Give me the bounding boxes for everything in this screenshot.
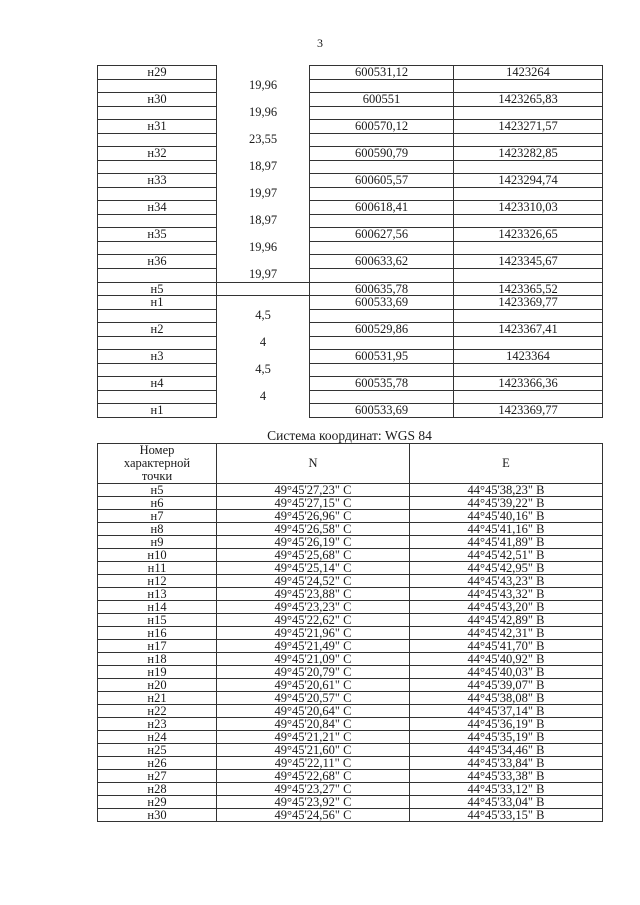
longitude-cell: 44°45'40,92" В — [410, 653, 603, 666]
point-number-cell: н1 — [98, 404, 217, 418]
table-row — [98, 705, 603, 718]
segment-cell — [217, 323, 310, 337]
longitude-cell: 44°45'36,19" В — [410, 718, 603, 731]
longitude-cell: 44°45'42,95" В — [410, 562, 603, 575]
point-number-cell: н6 — [98, 497, 217, 510]
point-number-cell: н8 — [98, 523, 217, 536]
latitude-cell: 49°45'21,21" С — [217, 731, 410, 744]
point-number-cell: н3 — [98, 350, 217, 364]
latitude-cell: 49°45'23,23" С — [217, 601, 410, 614]
point-number-cell: н7 — [98, 510, 217, 523]
empty-cell — [98, 268, 217, 282]
segment-length-cell: 4 — [217, 336, 310, 350]
y-coordinate-cell: 1423364 — [454, 350, 603, 364]
empty-cell — [98, 160, 217, 174]
segment-cell — [217, 255, 310, 269]
longitude-cell: 44°45'42,31" В — [410, 627, 603, 640]
segment-length-cell: 18,97 — [217, 214, 310, 228]
table-row — [98, 588, 603, 601]
table-row — [98, 549, 603, 562]
table-row — [98, 309, 603, 323]
table-row — [98, 160, 603, 174]
empty-cell — [98, 390, 217, 404]
longitude-cell: 44°45'33,15" В — [410, 809, 603, 822]
longitude-cell: 44°45'38,23" В — [410, 484, 603, 497]
latitude-cell: 49°45'22,62" С — [217, 614, 410, 627]
y-coordinate-cell: 1423365,52 — [454, 282, 603, 296]
latitude-cell: 49°45'20,57" С — [217, 692, 410, 705]
point-number-cell: н16 — [98, 627, 217, 640]
longitude-cell: 44°45'41,16" В — [410, 523, 603, 536]
table-row — [98, 201, 603, 215]
segment-cell — [217, 350, 310, 364]
table-row — [98, 666, 603, 679]
point-number-cell: н12 — [98, 575, 217, 588]
empty-cell — [454, 160, 603, 174]
latitude-cell: 49°45'20,79" С — [217, 666, 410, 679]
segment-cell — [217, 228, 310, 242]
empty-cell — [310, 390, 454, 404]
y-coordinate-cell: 1423326,65 — [454, 228, 603, 242]
table-row — [98, 323, 603, 337]
point-number-cell: н29 — [98, 796, 217, 809]
longitude-cell: 44°45'41,89" В — [410, 536, 603, 549]
empty-cell — [98, 214, 217, 228]
empty-cell — [454, 241, 603, 255]
latitude-cell: 49°45'21,96" С — [217, 627, 410, 640]
table-row — [98, 510, 603, 523]
latitude-cell: 49°45'20,61" С — [217, 679, 410, 692]
longitude-header: E — [410, 444, 603, 484]
point-number-cell: н36 — [98, 255, 217, 269]
x-coordinate-cell: 600605,57 — [310, 174, 454, 188]
point-number-cell: н4 — [98, 377, 217, 391]
table-row — [98, 282, 603, 296]
y-coordinate-cell: 1423369,77 — [454, 404, 603, 418]
latitude-cell: 49°45'26,96" С — [217, 510, 410, 523]
empty-cell — [310, 133, 454, 147]
empty-cell — [310, 106, 454, 120]
latitude-cell: 49°45'23,27" С — [217, 783, 410, 796]
x-coordinate-cell: 600533,69 — [310, 404, 454, 418]
empty-cell — [98, 363, 217, 377]
empty-cell — [310, 241, 454, 255]
empty-cell — [310, 309, 454, 323]
point-number-cell: н30 — [98, 93, 217, 107]
point-number-cell: н21 — [98, 692, 217, 705]
segment-length-cell: 19,96 — [217, 79, 310, 93]
point-number-cell: н9 — [98, 536, 217, 549]
table-row — [98, 377, 603, 391]
table-row — [98, 718, 603, 731]
table-row — [98, 214, 603, 228]
point-number-header-line: характерной — [123, 456, 191, 471]
x-coordinate-cell: 600535,78 — [310, 377, 454, 391]
y-coordinate-cell: 1423294,74 — [454, 174, 603, 188]
empty-cell — [98, 187, 217, 201]
segment-cell — [217, 174, 310, 188]
point-number-cell: н10 — [98, 549, 217, 562]
empty-cell — [98, 309, 217, 323]
point-number-cell: н11 — [98, 562, 217, 575]
longitude-cell: 44°45'43,23" В — [410, 575, 603, 588]
point-number-cell: н20 — [98, 679, 217, 692]
table-row — [98, 523, 603, 536]
segment-cell — [217, 147, 310, 161]
point-number-cell: н15 — [98, 614, 217, 627]
point-number-cell: н19 — [98, 666, 217, 679]
table-row — [98, 174, 603, 188]
segment-length-cell: 19,96 — [217, 106, 310, 120]
segment-length-cell: 4,5 — [217, 309, 310, 323]
segment-length-cell: 18,97 — [217, 160, 310, 174]
empty-cell — [217, 282, 310, 296]
coordinate-system-caption: Система координат: WGS 84 — [267, 428, 432, 443]
segment-cell — [217, 66, 310, 80]
empty-cell — [98, 133, 217, 147]
empty-cell — [454, 268, 603, 282]
longitude-cell: 44°45'35,19" В — [410, 731, 603, 744]
point-number-cell: н22 — [98, 705, 217, 718]
segment-length-cell: 19,97 — [217, 187, 310, 201]
point-number-cell: н23 — [98, 718, 217, 731]
table-row — [98, 796, 603, 809]
table-row — [98, 187, 603, 201]
table-row — [98, 614, 603, 627]
point-number-cell: н29 — [98, 66, 217, 80]
table-row — [98, 640, 603, 653]
point-number-cell: н14 — [98, 601, 217, 614]
point-number-cell: н5 — [98, 282, 217, 296]
y-coordinate-cell: 1423345,67 — [454, 255, 603, 269]
table-header-row — [98, 444, 603, 484]
point-number-cell: н34 — [98, 201, 217, 215]
latitude-cell: 49°45'22,11" С — [217, 757, 410, 770]
table-row — [98, 575, 603, 588]
longitude-cell: 44°45'33,04" В — [410, 796, 603, 809]
y-coordinate-cell: 1423369,77 — [454, 296, 603, 310]
table-row — [98, 241, 603, 255]
point-number-cell: н31 — [98, 120, 217, 134]
y-coordinate-cell: 1423264 — [454, 66, 603, 80]
empty-cell — [310, 363, 454, 377]
x-coordinate-cell: 600633,62 — [310, 255, 454, 269]
point-number-cell: н30 — [98, 809, 217, 822]
segment-cell — [217, 296, 310, 310]
y-coordinate-cell: 1423271,57 — [454, 120, 603, 134]
point-number-cell: н18 — [98, 653, 217, 666]
latitude-header: N — [217, 444, 410, 484]
latitude-cell: 49°45'21,60" С — [217, 744, 410, 757]
coordinates-table-local — [97, 65, 603, 418]
table-row — [98, 228, 603, 242]
longitude-cell: 44°45'41,70" В — [410, 640, 603, 653]
page-number: 3 — [317, 36, 323, 50]
latitude-cell: 49°45'26,58" С — [217, 523, 410, 536]
y-coordinate-cell: 1423367,41 — [454, 323, 603, 337]
empty-cell — [98, 336, 217, 350]
longitude-cell: 44°45'43,20" В — [410, 601, 603, 614]
table-row — [98, 106, 603, 120]
table-row — [98, 147, 603, 161]
longitude-cell: 44°45'43,32" В — [410, 588, 603, 601]
x-coordinate-cell: 600529,86 — [310, 323, 454, 337]
segment-length-cell: 4 — [217, 390, 310, 404]
empty-cell — [310, 160, 454, 174]
longitude-cell: 44°45'33,38" В — [410, 770, 603, 783]
table-row — [98, 783, 603, 796]
empty-cell — [454, 214, 603, 228]
table-row — [98, 562, 603, 575]
longitude-cell: 44°45'33,12" В — [410, 783, 603, 796]
x-coordinate-cell: 600533,69 — [310, 296, 454, 310]
point-number-cell: н2 — [98, 323, 217, 337]
table-row — [98, 255, 603, 269]
point-number-cell: н5 — [98, 484, 217, 497]
segment-length-cell: 19,96 — [217, 241, 310, 255]
longitude-cell: 44°45'34,46" В — [410, 744, 603, 757]
point-number-cell: н32 — [98, 147, 217, 161]
latitude-cell: 49°45'21,49" С — [217, 640, 410, 653]
latitude-cell: 49°45'26,19" С — [217, 536, 410, 549]
point-number-cell: н33 — [98, 174, 217, 188]
empty-cell — [454, 106, 603, 120]
x-coordinate-cell: 600635,78 — [310, 282, 454, 296]
longitude-cell: 44°45'37,14" В — [410, 705, 603, 718]
table-row — [98, 133, 603, 147]
point-number-header-line: точки — [141, 469, 173, 484]
table-row — [98, 744, 603, 757]
point-number-cell: н35 — [98, 228, 217, 242]
latitude-cell: 49°45'20,64" С — [217, 705, 410, 718]
latitude-cell: 49°45'27,23" С — [217, 484, 410, 497]
y-coordinate-cell: 1423366,36 — [454, 377, 603, 391]
point-number-cell: н27 — [98, 770, 217, 783]
table-row — [98, 66, 603, 80]
table-row — [98, 336, 603, 350]
latitude-cell: 49°45'23,88" С — [217, 588, 410, 601]
x-coordinate-cell: 600570,12 — [310, 120, 454, 134]
table-row — [98, 296, 603, 310]
point-number-cell: н17 — [98, 640, 217, 653]
table-row — [98, 120, 603, 134]
empty-cell — [454, 79, 603, 93]
y-coordinate-cell: 1423310,03 — [454, 201, 603, 215]
segment-cell — [217, 201, 310, 215]
latitude-cell: 49°45'24,52" С — [217, 575, 410, 588]
longitude-cell: 44°45'40,16" В — [410, 510, 603, 523]
coordinates-table-wgs84 — [97, 443, 603, 822]
x-coordinate-cell: 600531,95 — [310, 350, 454, 364]
longitude-cell: 44°45'40,03" В — [410, 666, 603, 679]
longitude-cell: 44°45'42,89" В — [410, 614, 603, 627]
empty-cell — [310, 336, 454, 350]
point-number-header — [98, 444, 217, 484]
longitude-cell: 44°45'42,51" В — [410, 549, 603, 562]
longitude-cell: 44°45'38,08" В — [410, 692, 603, 705]
table-row — [98, 770, 603, 783]
latitude-cell: 49°45'21,09" С — [217, 653, 410, 666]
longitude-cell: 44°45'39,22" В — [410, 497, 603, 510]
point-number-cell: н25 — [98, 744, 217, 757]
x-coordinate-cell: 600627,56 — [310, 228, 454, 242]
table-row — [98, 268, 603, 282]
y-coordinate-cell: 1423265,83 — [454, 93, 603, 107]
point-number-cell: н24 — [98, 731, 217, 744]
empty-cell — [454, 133, 603, 147]
segment-cell — [217, 404, 310, 418]
table-row — [98, 497, 603, 510]
segment-cell — [217, 120, 310, 134]
empty-cell — [454, 390, 603, 404]
longitude-cell: 44°45'39,07" В — [410, 679, 603, 692]
table-row — [98, 692, 603, 705]
empty-cell — [310, 79, 454, 93]
empty-cell — [310, 187, 454, 201]
empty-cell — [454, 336, 603, 350]
table-row — [98, 390, 603, 404]
point-number-cell: н13 — [98, 588, 217, 601]
table-row — [98, 601, 603, 614]
longitude-cell: 44°45'33,84" В — [410, 757, 603, 770]
table-row — [98, 809, 603, 822]
empty-cell — [454, 187, 603, 201]
table-row — [98, 404, 603, 418]
empty-cell — [454, 309, 603, 323]
segment-length-cell: 4,5 — [217, 363, 310, 377]
latitude-cell: 49°45'24,56" С — [217, 809, 410, 822]
segment-cell — [217, 93, 310, 107]
point-number-cell: н1 — [98, 296, 217, 310]
x-coordinate-cell: 600551 — [310, 93, 454, 107]
empty-cell — [310, 214, 454, 228]
table-row — [98, 757, 603, 770]
table-row — [98, 93, 603, 107]
table-row — [98, 484, 603, 497]
point-number-cell: н26 — [98, 757, 217, 770]
point-number-header-line: Номер — [139, 443, 175, 457]
table-row — [98, 731, 603, 744]
empty-cell — [454, 363, 603, 377]
empty-cell — [98, 241, 217, 255]
latitude-cell: 49°45'20,84" С — [217, 718, 410, 731]
segment-length-cell: 23,55 — [217, 133, 310, 147]
table-row — [98, 79, 603, 93]
latitude-cell: 49°45'22,68" С — [217, 770, 410, 783]
segment-cell — [217, 377, 310, 391]
table-row — [98, 679, 603, 692]
segment-length-cell: 19,97 — [217, 268, 310, 282]
table-row — [98, 536, 603, 549]
empty-cell — [310, 268, 454, 282]
table-row — [98, 363, 603, 377]
empty-cell — [98, 106, 217, 120]
x-coordinate-cell: 600618,41 — [310, 201, 454, 215]
table-row — [98, 653, 603, 666]
latitude-cell: 49°45'27,15" С — [217, 497, 410, 510]
x-coordinate-cell: 600590,79 — [310, 147, 454, 161]
table-row — [98, 350, 603, 364]
table-row — [98, 627, 603, 640]
empty-cell — [98, 79, 217, 93]
latitude-cell: 49°45'25,14" С — [217, 562, 410, 575]
point-number-cell: н28 — [98, 783, 217, 796]
y-coordinate-cell: 1423282,85 — [454, 147, 603, 161]
latitude-cell: 49°45'23,92" С — [217, 796, 410, 809]
latitude-cell: 49°45'25,68" С — [217, 549, 410, 562]
x-coordinate-cell: 600531,12 — [310, 66, 454, 80]
